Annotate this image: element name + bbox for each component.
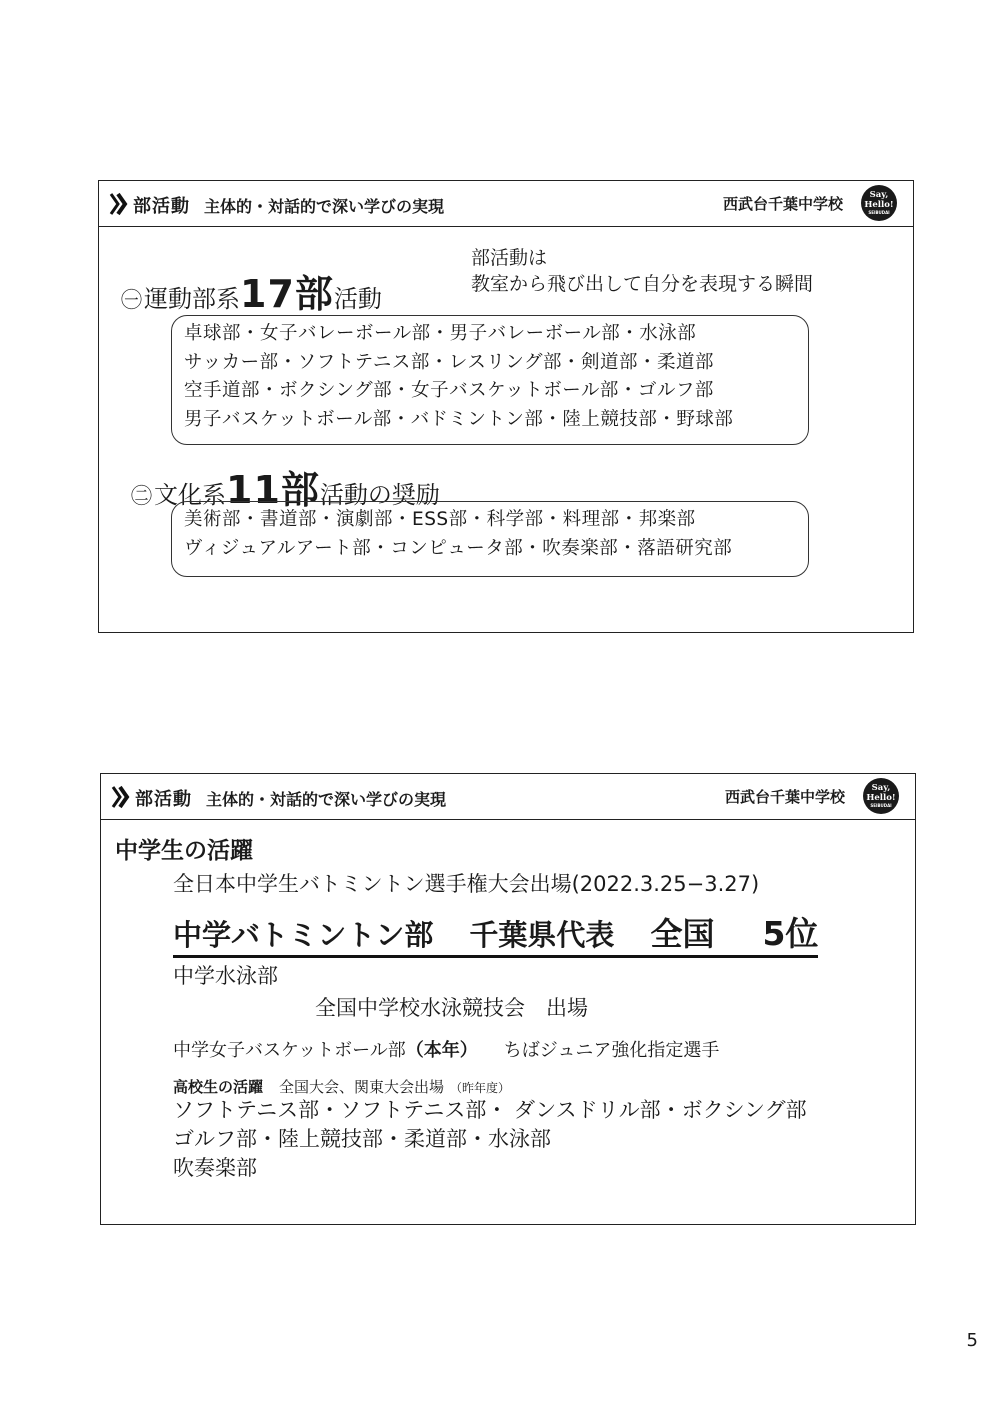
high-school-events: 全国大会、関東大会出場: [279, 1078, 445, 1096]
logo-line-2: Hello!: [866, 793, 896, 803]
logo-small-text: SEIBUDAI: [868, 210, 890, 215]
basketball-achievement: [173, 1036, 719, 1062]
badminton-event: 全日本中学生バトミントン選手権大会出場(2022.3.25−3.27): [173, 872, 760, 896]
circled-two-icon: ㊁: [131, 484, 152, 508]
swim-club-label: 中学水泳部: [173, 964, 278, 988]
high-school-clubs: [173, 1096, 807, 1183]
quote-line-2: 教室から飛び出して自分を表現する瞬間: [471, 273, 814, 295]
logo-line-2: Hello!: [864, 200, 894, 210]
sports-suffix: 活動: [333, 285, 382, 313]
culture-clubs-list: [171, 501, 809, 577]
culture-count: 11部: [226, 468, 320, 512]
headline-rank: 5位: [762, 914, 819, 953]
culture-prefix: 文化系: [154, 481, 226, 509]
double-chevron-icon: [107, 191, 133, 217]
basketball-club: 中学女子バスケットボール部: [173, 1040, 406, 1061]
basketball-note: ちばジュニア強化指定選手: [503, 1040, 720, 1061]
slide-header: [99, 181, 913, 227]
basketball-year: （本年）: [405, 1040, 478, 1061]
double-chevron-icon: [109, 784, 135, 810]
sports-clubs-heading: [121, 263, 382, 318]
headline-level: 全国: [650, 915, 715, 953]
high-school-heading: [173, 1076, 510, 1097]
culture-club-line: ヴィジュアルアート部・コンピュータ部・吹奏楽部・落語研究部: [184, 537, 733, 559]
sports-prefix: 運動部系: [144, 285, 240, 313]
culture-club-line: 美術部・書道部・演劇部・ESS部・科学部・料理部・邦楽部: [184, 509, 696, 530]
high-school-label: 高校生の活躍: [173, 1078, 264, 1096]
swim-event: 全国中学校水泳競技会 出場: [315, 996, 588, 1020]
sports-club-line: 卓球部・女子バレーボール部・男子バレーボール部・水泳部: [184, 323, 697, 344]
headline-representative: 千葉県代表: [469, 918, 615, 952]
header-title: [135, 785, 446, 811]
sports-count: 17部: [240, 272, 334, 316]
badminton-result-headline: [173, 908, 818, 958]
page-number: 5: [966, 1330, 978, 1351]
header-title-text: 部活動: [133, 196, 190, 217]
school-logo: [861, 185, 897, 221]
sports-club-line: 空手道部・ボクシング部・女子バスケットボール部・ゴルフ部: [184, 380, 714, 401]
club-quote: [471, 245, 813, 297]
sports-clubs-list: [171, 315, 809, 445]
high-school-club-line: 吹奏楽部: [173, 1156, 257, 1180]
headline-team: 中学バトミントン部: [173, 918, 434, 952]
high-school-club-line: ゴルフ部・陸上競技部・柔道部・水泳部: [173, 1127, 551, 1151]
header-subtitle: 主体的・対話的で深い学びの実現: [204, 197, 445, 216]
school-logo: [863, 778, 899, 814]
logo-small-text: SEIBUDAI: [870, 803, 892, 808]
header-title: [133, 192, 444, 218]
school-name: 西武台千葉中学校: [724, 788, 845, 806]
school-name: 西武台千葉中学校: [722, 195, 843, 213]
culture-suffix: 活動の奨励: [319, 481, 440, 509]
slide-club-activities-overview: [98, 180, 914, 633]
logo-line-1: Say,: [869, 190, 889, 200]
header-title-text: 部活動: [135, 789, 192, 810]
high-school-club-line: ソフトテニス部・ソフトテニス部・ ダンスドリル部・ボクシング部: [173, 1098, 807, 1122]
circled-one-icon: ㊀: [121, 288, 142, 312]
high-school-year: （昨年度）: [450, 1081, 511, 1095]
header-subtitle: 主体的・対話的で深い学びの実現: [206, 790, 447, 809]
sports-club-line: 男子バスケットボール部・バドミントン部・陸上競技部・野球部: [184, 408, 734, 430]
quote-line-1: 部活動は: [471, 247, 548, 269]
slide-club-achievements: [100, 773, 916, 1225]
junior-high-section-title: 中学生の活躍: [115, 838, 253, 864]
slide-header: [101, 774, 915, 820]
logo-line-1: Say,: [871, 783, 891, 793]
sports-club-line: サッカー部・ソフトテニス部・レスリング部・剣道部・柔道部: [184, 351, 714, 373]
